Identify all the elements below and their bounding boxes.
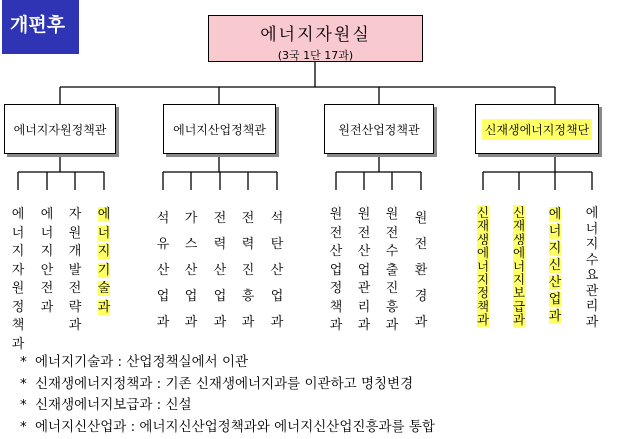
- division-coal-industry: 석탄산업과: [270, 211, 284, 330]
- after-reorganization-badge: 개편후: [2, 0, 79, 54]
- note-text: 에너지기술과 : 산업정책실에서 이관: [35, 354, 249, 370]
- division-renewable-energy-policy: 신재생에너지정책과: [476, 205, 490, 328]
- division-new-energy-industry: 에너지신산업과: [548, 207, 562, 324]
- division-energy-safety: 에너지안전과: [40, 207, 54, 315]
- notes-list: [20, 352, 435, 438]
- note-marker: *: [20, 354, 27, 370]
- division-power-industry: 전력산업과: [213, 211, 227, 330]
- note-item: [20, 395, 435, 417]
- note-marker: *: [20, 418, 27, 435]
- note-text: 신재생에너지정책과 : 기존 신재생에너지과를 이관하고 명칭변경: [35, 375, 414, 392]
- division-energy-technology: 에너지기술과: [97, 207, 111, 315]
- bureau-nuclear-industry-policy: [324, 104, 434, 154]
- division-nuclear-industry-management: 원전산업관리과: [357, 207, 371, 333]
- bureau-label: 원전산업정책관: [338, 122, 420, 137]
- note-item: [20, 374, 435, 396]
- division-gas-industry: 가스산업과: [184, 211, 198, 330]
- note-marker: *: [20, 375, 27, 392]
- division-nuclear-export-promotion: 원전수출진흥과: [385, 207, 399, 333]
- division-oil-industry: 석유산업과: [156, 211, 170, 330]
- root-office-title: 에너지자원실: [260, 25, 371, 45]
- division-nuclear-industry-policy: 원전산업정책과: [329, 207, 343, 333]
- bureau-label: 에너지산업정책관: [173, 122, 266, 137]
- bureau-energy-industry-policy: [163, 104, 276, 154]
- note-text: 에너지신산업과 : 에너지신산업정책과와 에너지신산업진흥과를 통합: [35, 418, 435, 435]
- note-item: [20, 417, 435, 439]
- bureau-renewable-energy-policy: [475, 104, 599, 154]
- bureau-label: 신재생에너지정책단: [482, 119, 592, 140]
- division-nuclear-environment: 원전환경과: [414, 211, 428, 330]
- bureau-label: 에너지자원정책관: [13, 122, 107, 137]
- bureau-energy-resources-policy: [4, 104, 116, 154]
- division-power-promotion: 전력진흥과: [241, 211, 255, 330]
- division-energy-resources-policy: 에너지자원정책과: [11, 207, 25, 352]
- division-energy-demand-management: 에너지수요관리과: [585, 206, 599, 330]
- note-text: 신재생에너지보급과 : 신설: [35, 397, 192, 413]
- root-office-subtitle: (3국 1단 17과): [277, 49, 354, 62]
- note-marker: *: [20, 397, 27, 413]
- division-renewable-energy-supply: 신재생에너지보급과: [512, 205, 526, 328]
- note-item: [20, 352, 435, 374]
- division-resource-development-strategy: 자원개발전략과: [68, 207, 82, 333]
